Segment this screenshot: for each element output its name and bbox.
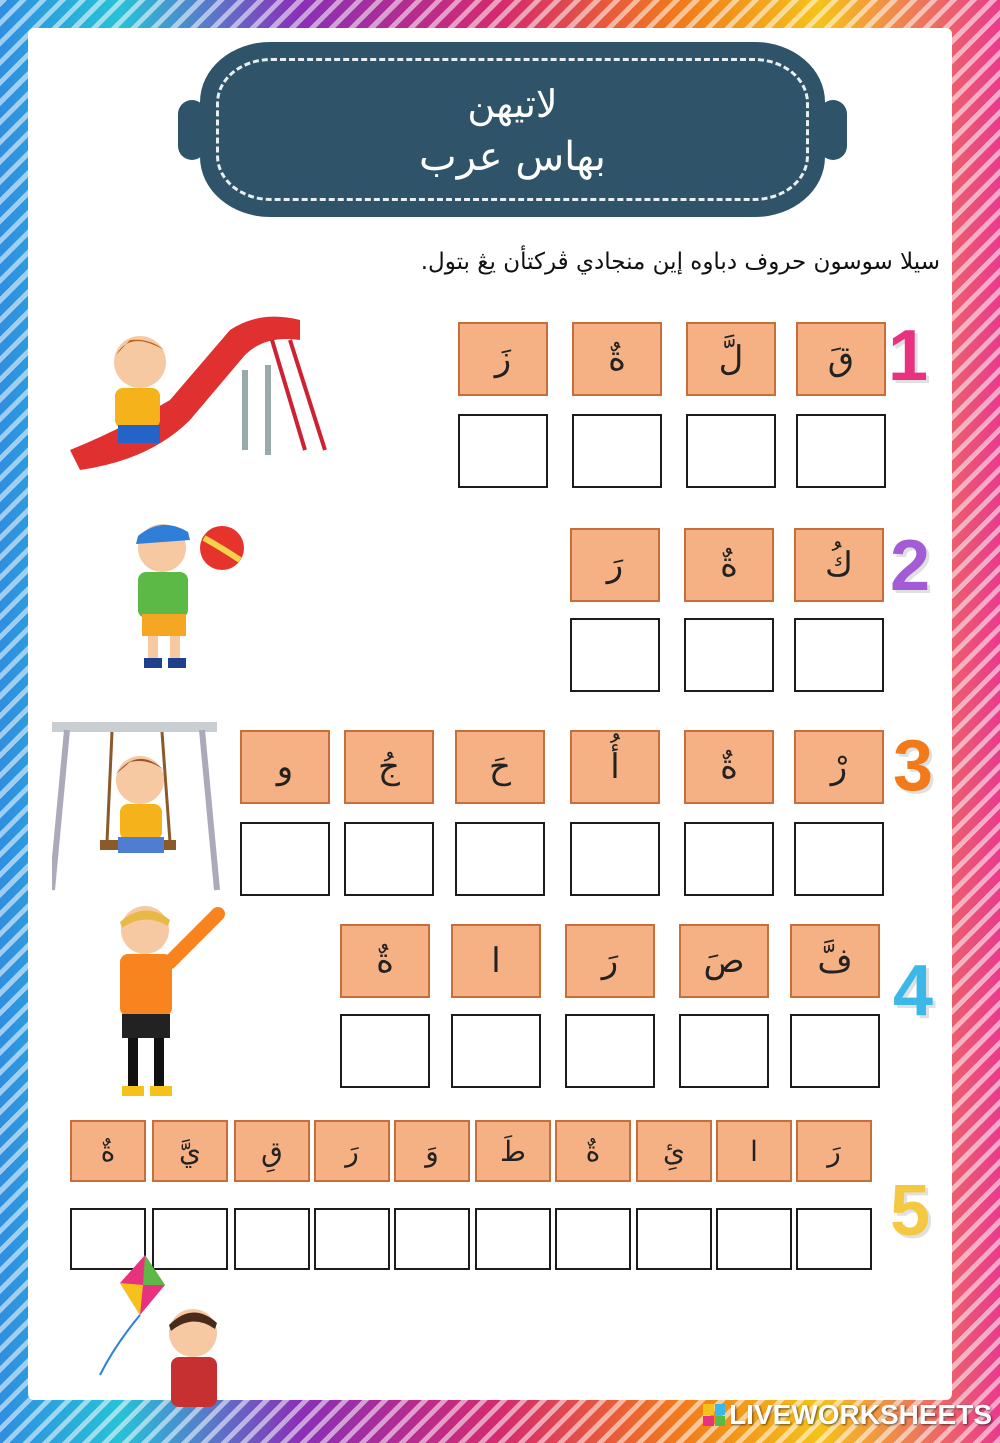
letter-tile[interactable]: طَ xyxy=(475,1120,551,1182)
letter-tile[interactable]: كُ xyxy=(794,528,884,602)
answer-slot[interactable] xyxy=(340,1014,430,1088)
letter-tile[interactable]: حَ xyxy=(455,730,545,804)
answer-slot[interactable] xyxy=(565,1014,655,1088)
boy-with-whistle-icon xyxy=(100,900,230,1105)
answer-slot[interactable] xyxy=(555,1208,631,1270)
letter-tile[interactable]: ةٌ xyxy=(684,528,774,602)
exercise-number-5: 5 xyxy=(890,1171,931,1251)
letter-tile[interactable]: ئِ xyxy=(636,1120,712,1182)
letter-tile[interactable]: صَ xyxy=(679,924,769,998)
answer-slot[interactable] xyxy=(234,1208,310,1270)
watermark-text: LIVEWORKSHEETS xyxy=(729,1399,992,1430)
instruction-text: سيلا سوسون حروف دباوه إين منجادي ڤركتأن يڠ بتول. xyxy=(420,249,940,275)
answer-slot[interactable] xyxy=(240,822,330,896)
letter-tile[interactable]: جُ xyxy=(344,730,434,804)
answer-slot[interactable] xyxy=(570,618,660,692)
letter-tile[interactable]: ةٌ xyxy=(555,1120,631,1182)
liveworksheets-logo-icon xyxy=(703,1404,725,1426)
letter-tile[interactable]: وَ xyxy=(394,1120,470,1182)
exercise-number-2: 2 xyxy=(890,526,931,606)
answer-slot[interactable] xyxy=(796,414,886,488)
letter-tile[interactable]: فَّ xyxy=(790,924,880,998)
title-line-1: لاتيهن xyxy=(467,82,558,126)
letter-tile[interactable]: و xyxy=(240,730,330,804)
letter-tile[interactable]: قَ xyxy=(796,322,886,396)
exercise-number-1: 1 xyxy=(888,316,929,396)
letter-tile[interactable]: رَ xyxy=(570,528,660,602)
answer-slot[interactable] xyxy=(475,1208,551,1270)
letter-tile[interactable]: أُ xyxy=(570,730,660,804)
exercise-number-3: 3 xyxy=(893,726,934,806)
letter-tile[interactable]: قِ xyxy=(234,1120,310,1182)
answer-slot[interactable] xyxy=(344,822,434,896)
answer-slot[interactable] xyxy=(458,414,548,488)
boy-on-swing-icon xyxy=(52,722,232,892)
answer-slot[interactable] xyxy=(314,1208,390,1270)
letter-tile[interactable]: ةٌ xyxy=(70,1120,146,1182)
letter-tile[interactable]: رْ xyxy=(794,730,884,804)
letter-tile[interactable]: لَّ xyxy=(686,322,776,396)
liveworksheets-watermark xyxy=(703,1399,992,1431)
exercise-number-4: 4 xyxy=(893,951,934,1031)
answer-slot[interactable] xyxy=(455,822,545,896)
answer-slot[interactable] xyxy=(394,1208,470,1270)
answer-slot[interactable] xyxy=(794,822,884,896)
letter-tile[interactable]: ا xyxy=(451,924,541,998)
answer-slot[interactable] xyxy=(684,822,774,896)
answer-slot[interactable] xyxy=(572,414,662,488)
letter-tile[interactable]: ةٌ xyxy=(340,924,430,998)
letter-tile[interactable]: رَ xyxy=(314,1120,390,1182)
answer-slot[interactable] xyxy=(686,414,776,488)
answer-slot[interactable] xyxy=(451,1014,541,1088)
title-line-2: بهاس عرب xyxy=(419,134,606,180)
answer-slot[interactable] xyxy=(790,1014,880,1088)
letter-tile[interactable]: ةٌ xyxy=(684,730,774,804)
answer-slot[interactable] xyxy=(636,1208,712,1270)
boy-with-kite-icon xyxy=(95,1255,245,1425)
letter-tile[interactable]: رَ xyxy=(565,924,655,998)
answer-slot[interactable] xyxy=(794,618,884,692)
title-banner xyxy=(200,42,825,217)
letter-tile[interactable]: زَ xyxy=(458,322,548,396)
answer-slot[interactable] xyxy=(679,1014,769,1088)
worksheet-page xyxy=(28,28,952,1400)
letter-tile[interactable]: ا xyxy=(716,1120,792,1182)
boy-on-slide-icon xyxy=(60,310,330,470)
letter-tile[interactable]: ةٌ xyxy=(572,322,662,396)
answer-slot[interactable] xyxy=(684,618,774,692)
answer-slot[interactable] xyxy=(796,1208,872,1270)
boy-with-ball-icon xyxy=(100,508,260,673)
letter-tile[interactable]: رَ xyxy=(796,1120,872,1182)
answer-slot[interactable] xyxy=(716,1208,792,1270)
letter-tile[interactable]: يَّ xyxy=(152,1120,228,1182)
answer-slot[interactable] xyxy=(570,822,660,896)
